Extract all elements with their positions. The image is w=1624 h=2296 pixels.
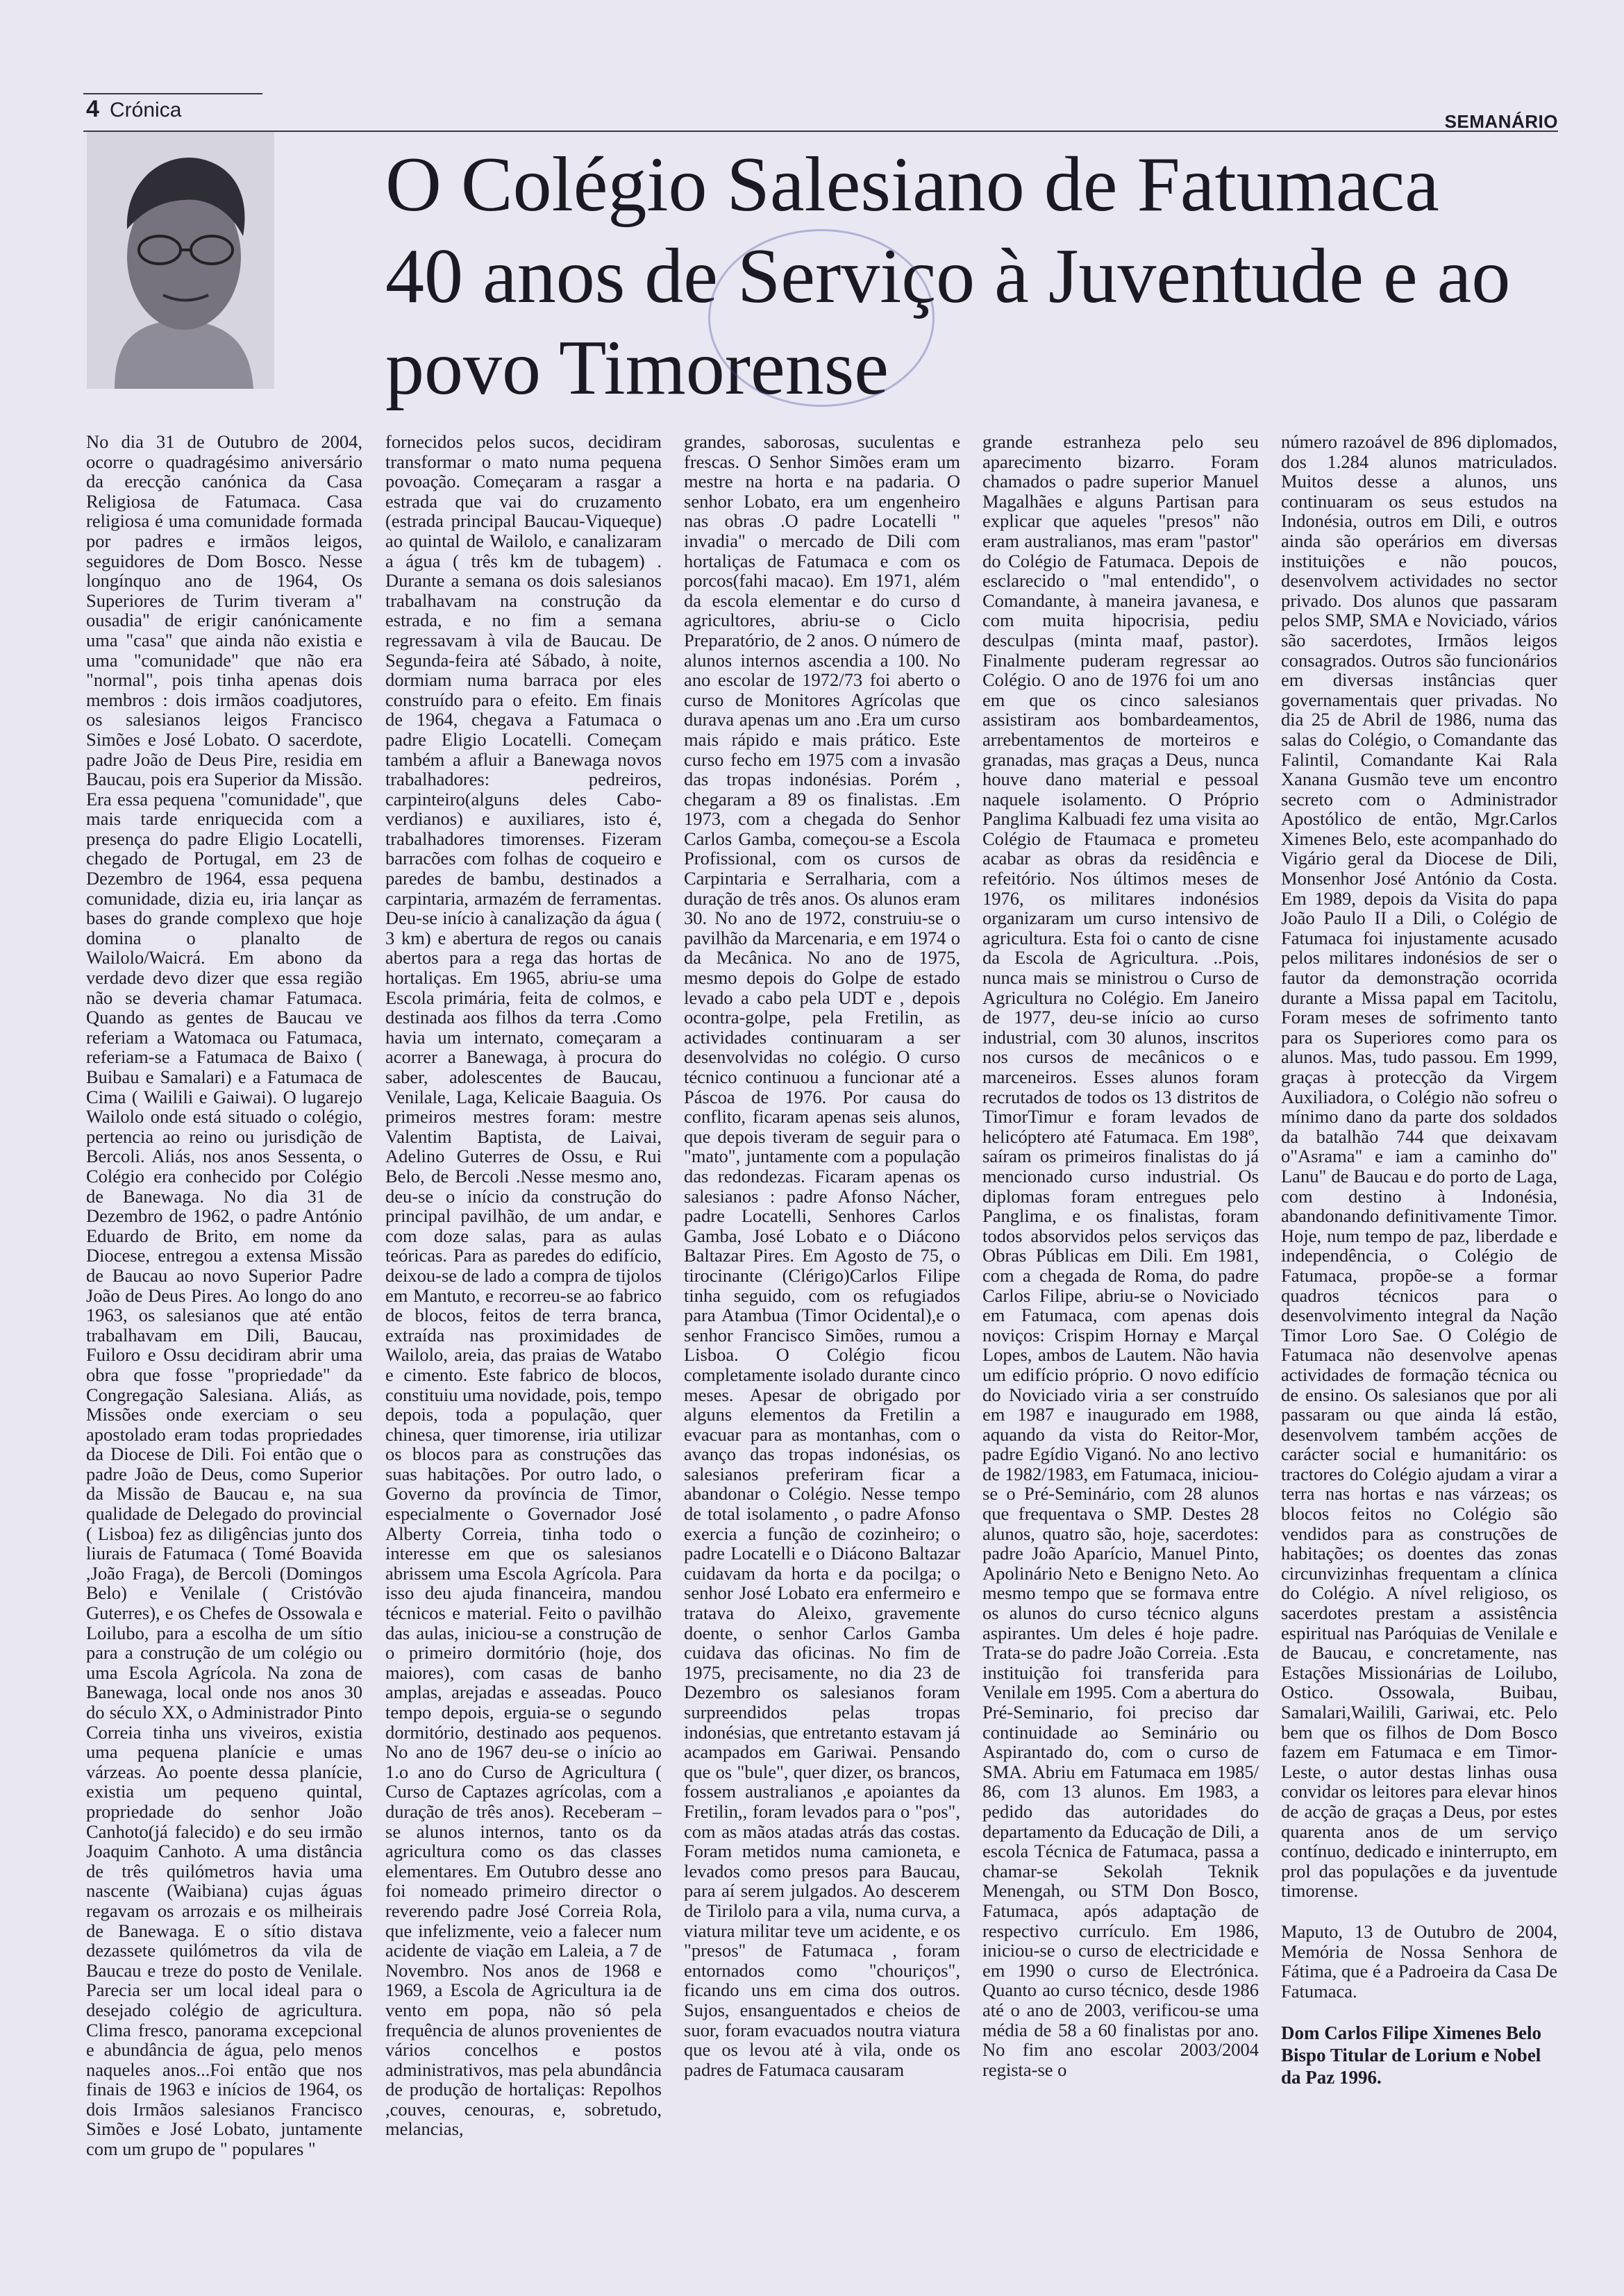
article-column-2 bbox=[385, 432, 662, 2195]
headline-line-2: 40 anos de Serviço à Juventude e ao bbox=[385, 233, 1511, 319]
column-2-text: fornecidos pelos sucos, decidiram transformar o mato numa pequena povoação. Começaram a rasgar a estrada que vai do cruzamento (estrada principal Baucau-Viqueque) ao quintal de Wailolo, e canalizaram a água ( três km de tubagem) . Durante a semana os dois salesianos trabalhavam na construção da estrada, e no fim a semana regressavam à vila de Baucau. De Segunda-feira até Sábado, à noite, dormiam numa barraca por eles construído para o efeito. Em finais de 1964, chegava a Fatumaca o padre Eligio Locatelli. Começam também a afluir a Banewaga novos trabalhadores: pedreiros, carpinteiro(alguns deles Cabo-verdianos) e auxiliares, isto é, trabalhadores timorenses. Fizeram barracões com folhas de coqueiro e paredes de bambu, destinados a carpintaria, armazém de ferramentas. Deu-se início à canalização da água ( 3 km) e abertura de regos ou canais abertos para a rega das hortas de hortaliças. Em 1965, abriu-se uma Escola primária, feita de colmos, e destinada aos filhos da terra .Como havia um internato, começaram a acorrer a Banewaga, à procura do saber, adolescentes de Baucau, Venilale, Laga, Kelicaie Baaguia. Os primeiros mestres foram: mestre Valentim Baptista, de Laivai, Adelino Guterres de Ossu, e Rui Belo, de Bercoli .Nesse mesmo ano, deu-se o início da construção do principal pavilhão, de um andar, e com doze salas, para as aulas teóricas. Para as paredes do edifício, deixou-se de lado a compra de tijolos em Mantuto, e recorreu-se ao fabrico de blocos, feitos de terra branca, extraída nas proximidades de Wailolo, areia, das praias de Watabo e cimento. Este fabrico de blocos, constituiu uma novidade, pois, tempo depois, toda a população, quer chinesa, quer timorense, iria utilizar os blocos para as construções das suas habitações. Por outro lado, o Governo da província de Timor, especialmente o Governador José Alberty Correia, tinha todo o interesse em que os salesianos abrissem uma Escola Agrícola. Para isso deu ajuda financeira, mandou técnicos e material. Feito o pavilhão das aulas, iniciou-se a construção de o primeiro dormitório (hoje, dos maiores), com casas de banho amplas, arejadas e asseadas. Pouco tempo depois, erguia-se o segundo dormitório, destinado aos pequenos. No ano de 1967 deu-se o início ao 1.o ano do Curso de Agricultura ( Curso de Captazes agrícolas, com a duração de três anos). Receberam – se alunos internos, tanto os da agricultura como os das classes elementares. Em Outubro desse ano foi nomeado primeiro director o reverendo padre José Correia Rola, que infelizmente, veio a falecer num acidente de viação em Laleia, a 7 de Novembro. Nos anos de 1968 e 1969, a Escola de Agricultura ia de vento em popa, não só pela frequência de alunos provenientes de vários concelhos e postos administrativos, mas pela abundância de produção de hortaliças: Repolhos ,couves, cenouras, e, sobretudo, melancias, bbox=[385, 432, 662, 2140]
article-column-4 bbox=[982, 432, 1259, 2195]
column-5-text: número razoável de 896 diplomados, dos 1.284 alunos matriculados. Muitos desse a alunos, uns continuaram os seus estudos na Indonésia, outros em Dili, e outros ainda são operários em diversas instituições e não poucos, desenvolvem actividades no sector privado. Dos alunos que passaram pelos SMP, SMA e Noviciado, vários são sacerdotes, Irmãos leigos consagrados. Outros são funcionários em diversas instâncias quer governamentais quer privadas. No dia 25 de Abril de 1986, numa das salas do Colégio, o Comandante das Falintil, Comandante Kai Rala Xanana Gusmão teve um encontro secreto com o Administrador Apostólico de então, Mgr.Carlos Ximenes Belo, este acompanhado do Vigário geral da Diocese de Dili, Monsenhor José António da Costa. Em 1989, depois da Visita do papa João Paulo II a Dili, o Colégio de Fatumaca foi injustamente acusado pelos militares indonésios de ser o fautor da demonstração ocorrida durante a Missa papal em Tacitolu, Foram meses de sofrimento tanto para os Superiores como para os alunos. Mas, tudo passou. Em 1999, graças à protecção da Virgem Auxiliadora, o Colégio não sofreu o mínimo dano da parte dos soldados da batalhão 744 que deixavam o"Asrama" e iam a caminho do" Lanu" de Baucau e do porto de Laga, com destino à Indonésia, abandonando definitivamente Timor. Hoje, num tempo de paz, liberdade e independência, o Colégio de Fatumaca, propõe-se a formar quadros técnicos para o desenvolvimento integral da Nação Timor Loro Sae. O Colégio de Fatumaca não desenvolve apenas actividades de formação técnica ou de ensino. Os salesianos que por ali passaram ou que ainda lá estão, desenvolvem também acções de carácter social e humanitário: os tractores do Colégio ajudam a virar a terra nas hortas e nas várzeas; os blocos feitos no Colégio são vendidos para as construções de habitações; os doentes das zonas circunvizinhas frequentam a clínica do Colégio. A nível religioso, os sacerdotes prestam a assistência espiritual nas Paróquias de Venilale e de Baucau, e concretamente, nas Estações Missionárias de Loilubo, Ostico. Ossowala, Buibau, Samalari,Wailili, Gariwai, etc. Pelo bem que os filhos de Dom Bosco fazem em Fatumaca e em Timor-Leste, o autor destas linhas ousa convidar os leitores para elevar hinos de acção de graças a Deus, por estes quarenta anos de um serviço contínuo, dedicado e ininterrupto, em prol das populações e da juventude timorense. bbox=[1281, 432, 1557, 1902]
author-portrait-image bbox=[87, 132, 274, 389]
page-number: 4 bbox=[86, 96, 99, 122]
article-headline bbox=[385, 139, 1566, 414]
author-photo bbox=[87, 132, 274, 389]
publication-name: SEMANÁRIO bbox=[1444, 111, 1558, 132]
ink-stamp bbox=[708, 229, 935, 407]
author-signature bbox=[1281, 2022, 1557, 2088]
author-name: Dom Carlos Filipe Ximenes Belo bbox=[1281, 2022, 1541, 2044]
article-column-3 bbox=[684, 432, 960, 2195]
section-name: Crónica bbox=[110, 99, 182, 121]
column-1-text: No dia 31 de Outubro de 2004, ocorre o quadragésimo aniversário da erecção canónica da Casa Religiosa de Fatumaca. Casa religiosa é uma comunidade formada por padres e irmãos leigos, seguidores de Dom Bosco. Nesse longínquo ano de 1964, Os Superiores de Turim tiveram a" ousadia" de erigir canónicamente uma "casa" que ainda não existia e uma "comunidade" que não era "normal", pois tinha apenas dois membros : dois irmãos coadjutores, os salesianos leigos Francisco Simões e José Lobato. O sacerdote, padre João de Deus Pire, residia em Baucau, pois era Superior da Missão. Era essa pequena "comunidade", que mais tarde enriquecida com a presença do padre Eligio Locatelli, chegado de Portugal, em 23 de Dezembro de 1964, essa pequena comunidade, dizia eu, iria lançar as bases do grande complexo que hoje domina o planalto de Wailolo/Waicrá. Em abono da verdade devo dizer que essa região não se deveria chamar Fatumaca. Quando as gentes de Baucau ve referiam a Watomaca ou Fatumaca, referiam-se a Fatumaca de Baixo ( Buibau e Samalari) e a Fatumaca de Cima ( Wailili e Gaiwai). O lugarejo Wailolo onde está situado o colégio, pertencia ao reino ou jurisdição de Bercoli. Aliás, nos anos Sessenta, o Colégio era conhecido por Colégio de Banewaga. No dia 31 de Dezembro de 1962, o padre António Eduardo de Brito, em nome da Diocese, entregou a extensa Missão de Baucau ao novo Superior Padre João de Deus Pires. Ao longo do ano 1963, os salesianos que até então trabalhavam em Dili, Baucau, Fuiloro e Ossu decidiram abrir uma obra que fosse "propriedade" da Congregação Salesiana. Aliás, as Missões onde exerciam o seu apostolado eram todas propriedades da Diocese de Dili. Foi então que o padre João de Deus, como Superior da Missão de Baucau e, na sua qualidade de Delegado do provincial ( Lisboa) fez as diligências junto dos liurais de Fatumaca ( Tomé Boavida ,João Fraga), de Bercoli (Domingos Belo) e Venilale ( Cristóvão Guterres), e os Chefes de Ossowala e Loilubo, para a escolha de um sítio para a construção de um colégio ou uma Escola Agrícola. Na zona de Banewaga, local onde nos anos 30 do século XX, o Administrador Pinto Correia tinha uns viveiros, existia uma pequena planície e umas várzeas. Ao poente dessa planície, existia um pequeno quintal, propriedade do senhor João Canhoto(já falecido) e do seu irmão Joaquim Canhoto. A uma distância de três quilómetros havia uma nascente (Waibiana) cujas águas regavam os arrozais e os milheirais de Banewaga. E o sítio distava dezassete quilómetros da vila de Baucau e treze do posto de Venilale. Parecia ser um local ideal para o desejado colégio de agricultura. Clima fresco, panorama excepcional e abundância de água, pelo menos naqueles anos...Foi então que nos finais de 1963 e inícios de 1964, os dois Irmãos salesianos Francisco Simões e José Lobato, juntamente com um grupo de " populares " bbox=[86, 432, 362, 2160]
headline-line-3: povo Timorense bbox=[385, 325, 889, 411]
article-column-1 bbox=[86, 432, 362, 2195]
section-rule bbox=[83, 93, 262, 94]
headline-line-1: O Colégio Salesiano de Fatumaca bbox=[385, 142, 1439, 228]
article-dateline: Maputo, 13 de Outubro de 2004, Memória de Nossa Senhora de Fátima, que é a Padroeira da Casa De Fatumaca. bbox=[1281, 1920, 1557, 2002]
author-title: Bispo Titular de Lorium e Nobel da Paz 1996. bbox=[1281, 2045, 1541, 2088]
page-header bbox=[83, 96, 1558, 132]
column-3-text: grandes, saborosas, suculentas e frescas. O Senhor Simões eram um mestre na horta e na padaria. O senhor Lobato, era um engenheiro nas obras .O padre Locatelli " invadia" o mercado de Dili com hortaliças de Fatumaca e com os porcos(fahi macao). Em 1971, além da escola elementar e do curso d agricultores, abriu-se o Ciclo Preparatório, de 2 anos. O número de alunos internos ascendia a 100. No ano escolar de 1972/73 foi aberto o curso de Monitores Agrícolas que durava apenas um ano .Era um curso mais rápido e mais prático. Este curso fecho em 1975 com a invasão das tropas indonésias. Porém , chegaram a 89 os finalistas. .Em 1973, com a chegada do Senhor Carlos Gamba, começou-se a Escola Profissional, com os cursos de Carpintaria e Serralharia, com a duração de três anos. Os alunos eram 30. No ano de 1972, construiu-se o pavilhão da Marcenaria, e em 1974 o da Mecânica. No ano de 1975, mesmo depois do Golpe de estado levado a cabo pela UDT e , depois ocontra-golpe, pela Fretilin, as actividades continuaram a ser desenvolvidas no colégio. O curso técnico continuou a funcionar até a Páscoa de 1976. Por causa do conflito, ficaram apenas seis alunos, que depois tiveram de seguir para o "mato", juntamente com a população das redondezas. Ficaram apenas os salesianos : padre Afonso Nácher, padre Locatelli, Senhores Carlos Gamba, José Lobato e o Diácono Baltazar Pires. Em Agosto de 75, o tirocinante (Clérigo)Carlos Filipe tinha seguido, com os refugiados para Atambua (Timor Ocidental),e o senhor Francisco Simões, rumou a Lisboa. O Colégio ficou completamente isolado durante cinco meses. Apesar de obrigado por alguns elementos da Fretilin a evacuar para as montanhas, com o avanço das tropas indonésias, os salesianos preferiram ficar a abandonar o Colégio. Nesse tempo de total isolamento , o padre Afonso exercia a função de cozinheiro; o padre Locatelli e o Diácono Baltazar cuidavam da horta e da pocilga; o senhor José Lobato era enfermeiro e tratava do Aleixo, gravemente doente, o senhor Carlos Gamba cuidava das oficinas. No fim de 1975, precisamente, no dia 23 de Dezembro os salesianos foram surpreendidos pelas tropas indonésias, que entretanto estavam já acampados em Gariwai. Pensando que os "bule", quer dizer, os brancos, fossem australianos ,e apoiantes da Fretilin,, foram levados para o "pos", com as mãos atadas atrás das costas. Foram metidos numa camioneta, e levados como presos para Baucau, para aí serem julgados. Ao descerem de Tirilolo para a vila, numa curva, a viatura militar teve um acidente, e os "presos" de Fatumaca , foram entornados como "chouriços", ficando uns em cima dos outros. Sujos, ensanguentados e cheios de suor, foram evacuados noutra viatura que os levou até à vila, onde os padres de Fatumaca causaram bbox=[684, 432, 960, 2080]
article-column-5 bbox=[1281, 432, 1557, 2195]
column-4-text: grande estranheza pelo seu aparecimento bizarro. Foram chamados o padre superior Manuel Magalhães e alguns Partisan para explicar que aqueles "presos" não eram australianos, mas eram "pastor" do Colégio de Fatumaca. Depois de esclarecido o "mal entendido", o Comandante, à maneira javanesa, e com muita hipocrisia, pediu desculpas (minta maaf, pastor). Finalmente puderam regressar ao Colégio. O ano de 1976 foi um ano em que os cinco salesianos assistiram aos bombardeamentos, arrebentamentos de morteiros e granadas, mas graças a Deus, nunca houve dano material e pessoal naquele isolamento. O Próprio Panglima Kalbuadi fez uma visita ao Colégio de Ftaumaca e prometeu acabar as obras da residência e refeitório. Nos últimos meses de 1976, os militares indonésios organizaram um curso intensivo de agricultura. Esta foi o canto de cisne da Escola de Agricultura. ..Pois, nunca mais se ministrou o Curso de Agricultura no Colégio. Em Janeiro de 1977, deu-se início ao curso industrial, com 30 alunos, inscritos nos cursos de mecânicos o e marceneiros. Esses alunos foram recrutados de todos os 13 distritos de TimorTimur e foram levados de helicóptero até Fatumaca. Em 198º, saíram os primeiros finalistas do já mencionado curso industrial. Os diplomas foram entregues pelo Panglima, e os finalistas, foram todos absorvidos pelos serviços das Obras Públicas em Dili. Em 1981, com a chegada de Roma, do padre Carlos Filipe, abriu-se o Noviciado em Fatumaca, com apenas dois noviços: Crispim Hornay e Marçal Lopes, ambos de Lautem. Não havia um edifício próprio. O novo edifício do Noviciado viria a ser construído em 1987 e inaugurado em 1988, aquando da vista do Reitor-Mor, padre Egídio Viganó. No ano lectivo de 1982/1983, em Fatumaca, iniciou-se o Pré-Seminário, com 28 alunos que frequentava o SMP. Destes 28 alunos, quatro são, hoje, sacerdotes: padre João Aparício, Manuel Pinto, Apolinário Neto e Benigno Neto. Ao mesmo tempo que se formava entre os alunos do curso técnico alguns aspirantes. Um deles é hoje padre. Trata-se do padre João Correia. .Esta instituição foi transferida para Venilale em 1995. Com a abertura do Pré-Seminario, foi preciso dar continuidade ao Seminário ou Aspirantado do, com o curso de SMA. Abriu em Fatumaca em 1985/ 86, com 13 alunos. Em 1983, a pedido das autoridades do departamento da Educação de Dili, a escola Técnica de Fatumaca, passa a chamar-se Sekolah Teknik Menengah, ou STM Don Bosco, Fatumaca, após adaptação de respectivo currículo. Em 1986, iniciou-se o curso de electricidade e em 1990 o curso de Electrónica. Quanto ao curso técnico, desde 1986 até o ano de 2003, verificou-se uma média de 58 a 60 finalistas por ano. No fim ano escolar 2003/2004 regista-se o bbox=[982, 432, 1259, 2080]
